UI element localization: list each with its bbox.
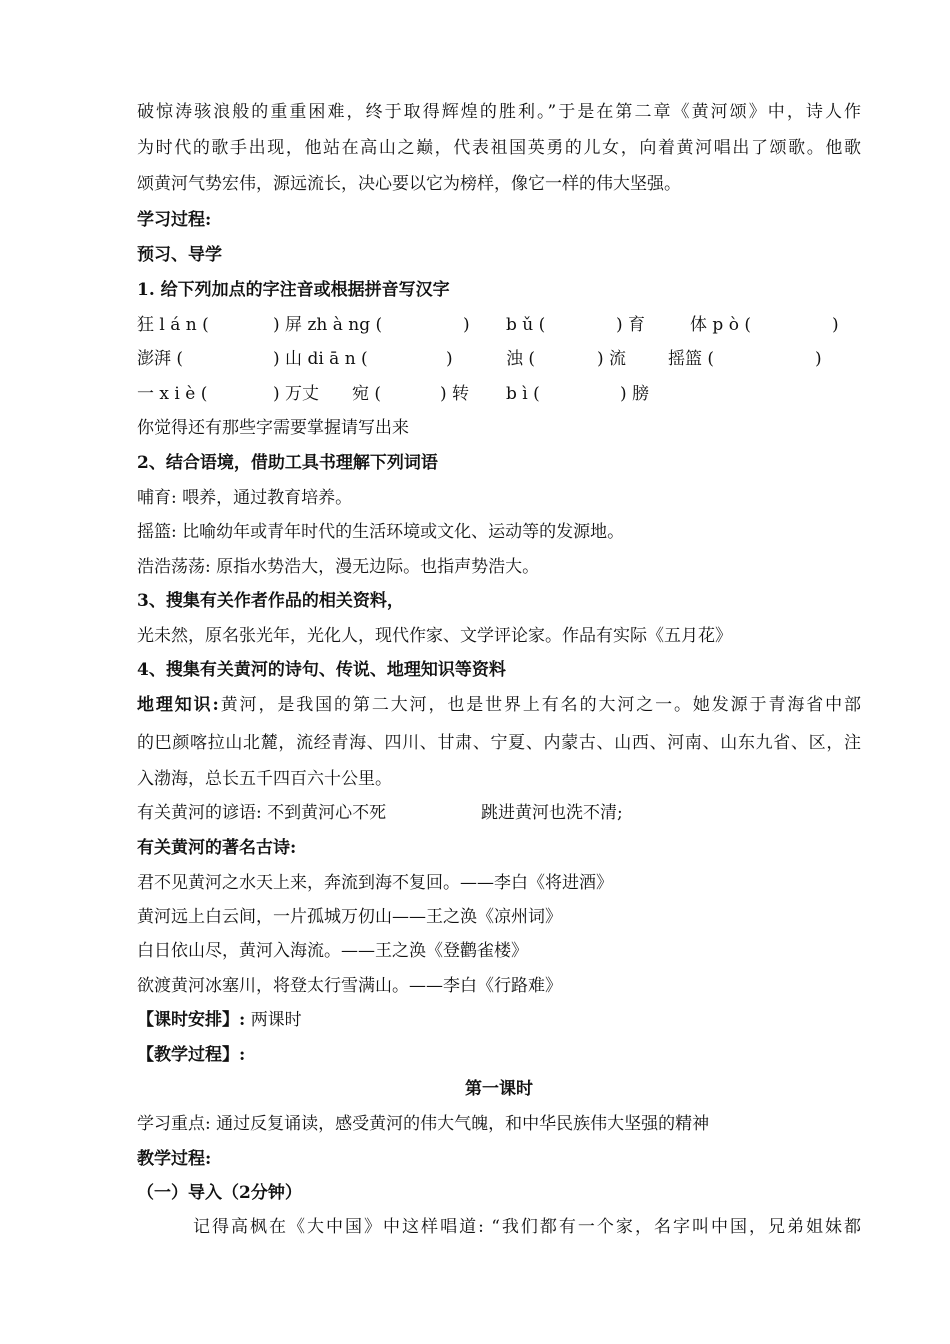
geo-line-1 bbox=[137, 695, 861, 715]
q3-title: 3、搜集有关作者作品的相关资料， bbox=[137, 591, 404, 611]
heading-study-process: 学习过程: bbox=[137, 210, 212, 230]
pinyin-item: ) 山 di ā n ( bbox=[273, 349, 368, 369]
pinyin-item: ) 育 bbox=[616, 315, 646, 335]
pinyin-item: ) bbox=[815, 349, 822, 369]
intro-line-2: 为时代的歌手出现，他站在高山之巅，代表祖国英勇的儿女，向着黄河唱出了颂歌。他歌 bbox=[137, 138, 861, 158]
poems-title: 有关黄河的著名古诗: bbox=[137, 838, 297, 858]
pinyin-item: ) 屏 zh à ng ( bbox=[273, 315, 383, 335]
heading-preview: 预习、导学 bbox=[137, 245, 222, 265]
pinyin-item: 摇篮 ( bbox=[668, 349, 715, 369]
proverb-1: 有关黄河的谚语: 不到黄河心不死 bbox=[137, 803, 387, 823]
pinyin-item: 狂 l á n ( bbox=[137, 315, 209, 335]
pinyin-item: ) bbox=[446, 349, 453, 369]
pinyin-item: ) 万丈 bbox=[273, 384, 320, 404]
poem-line: 欲渡黄河冰塞川，将登太行雪满山。——李白《行路难》 bbox=[137, 976, 562, 996]
schedule-value: 两课时 bbox=[250, 1010, 302, 1030]
schedule-label: 【课时安排】: bbox=[137, 1010, 246, 1030]
lesson-focus: 学习重点: 通过反复诵读，感受黄河的伟大气魄，和中华民族伟大坚强的精神 bbox=[137, 1114, 710, 1134]
definition-item: 浩浩荡荡: 原指水势浩大，漫无边际。也指声势浩大。 bbox=[137, 557, 540, 577]
poem-line: 君不见黄河之水天上来，奔流到海不复回。——李白《将进酒》 bbox=[137, 873, 613, 893]
pinyin-item: ) 膀 bbox=[620, 384, 650, 404]
q1-note: 你觉得还有那些字需要掌握请写出来 bbox=[137, 418, 409, 438]
geo-line-2: 的巴颜喀拉山北麓，流经青海、四川、甘肃、宁夏、内蒙古、山西、河南、山东九省、区，注 bbox=[137, 733, 861, 753]
pinyin-item: ) 转 bbox=[440, 384, 470, 404]
definition-item: 哺育: 喂养，通过教育培养。 bbox=[137, 488, 353, 508]
pinyin-item: 体 p ò ( bbox=[690, 315, 751, 335]
pinyin-item: ) bbox=[832, 315, 839, 335]
pinyin-item: 澎湃 ( bbox=[137, 349, 184, 369]
q4-title: 4、搜集有关黄河的诗句、传说、地理知识等资料 bbox=[137, 660, 506, 680]
schedule-line bbox=[137, 1010, 861, 1030]
intro-line-1: 破惊涛骇浪般的重重困难，终于取得辉煌的胜利。”于是在第二章《黄河颂》中，诗人作 bbox=[137, 102, 861, 122]
pinyin-item: 浊 ( bbox=[506, 349, 536, 369]
q1-title: 1. 给下列加点的字注音或根据拼音写汉字 bbox=[137, 280, 450, 300]
lesson-process: 教学过程: bbox=[137, 1149, 212, 1169]
pinyin-item: b ǔ ( bbox=[506, 315, 546, 335]
pinyin-item: 宛 ( bbox=[352, 384, 382, 404]
proverb-2: 跳进黄河也洗不清; bbox=[481, 803, 623, 823]
geo-label: 地理知识: bbox=[137, 695, 219, 715]
pinyin-item: ) bbox=[463, 315, 470, 335]
step-intro-heading: （一）导入（2分钟） bbox=[137, 1183, 302, 1203]
teaching-label: 【教学过程】: bbox=[137, 1045, 246, 1065]
poem-line: 白日依山尽，黄河入海流。——王之涣《登鹳雀楼》 bbox=[137, 941, 528, 961]
q2-title: 2、结合语境，借助工具书理解下列词语 bbox=[137, 453, 438, 473]
pinyin-item: ) 流 bbox=[597, 349, 627, 369]
intro-line-3: 颂黄河气势宏伟，源远流长，决心要以它为榜样，像它一样的伟大坚强。 bbox=[137, 174, 681, 194]
geo-text: 黄河，是我国的第二大河，也是世界上有名的大河之一。她发源于青海省中部 bbox=[218, 695, 861, 715]
lesson-title: 第一课时 bbox=[465, 1079, 533, 1099]
definition-item: 摇篮: 比喻幼年或青年时代的生活环境或文化、运动等的发源地。 bbox=[137, 522, 625, 542]
pinyin-item: 一 x i è ( bbox=[137, 384, 208, 404]
pinyin-item: b ì ( bbox=[506, 384, 540, 404]
geo-line-3: 入渤海，总长五千四百六十公里。 bbox=[137, 769, 392, 789]
step-intro-text: 记得高枫在《大中国》中这样唱道: “我们都有一个家，名字叫中国，兄弟姐妹都 bbox=[193, 1217, 861, 1237]
q3-text: 光未然，原名张光年，光化人，现代作家、文学评论家。作品有实际《五月花》 bbox=[137, 626, 732, 646]
poem-line: 黄河远上白云间，一片孤城万仞山——王之涣《凉州词》 bbox=[137, 907, 562, 927]
